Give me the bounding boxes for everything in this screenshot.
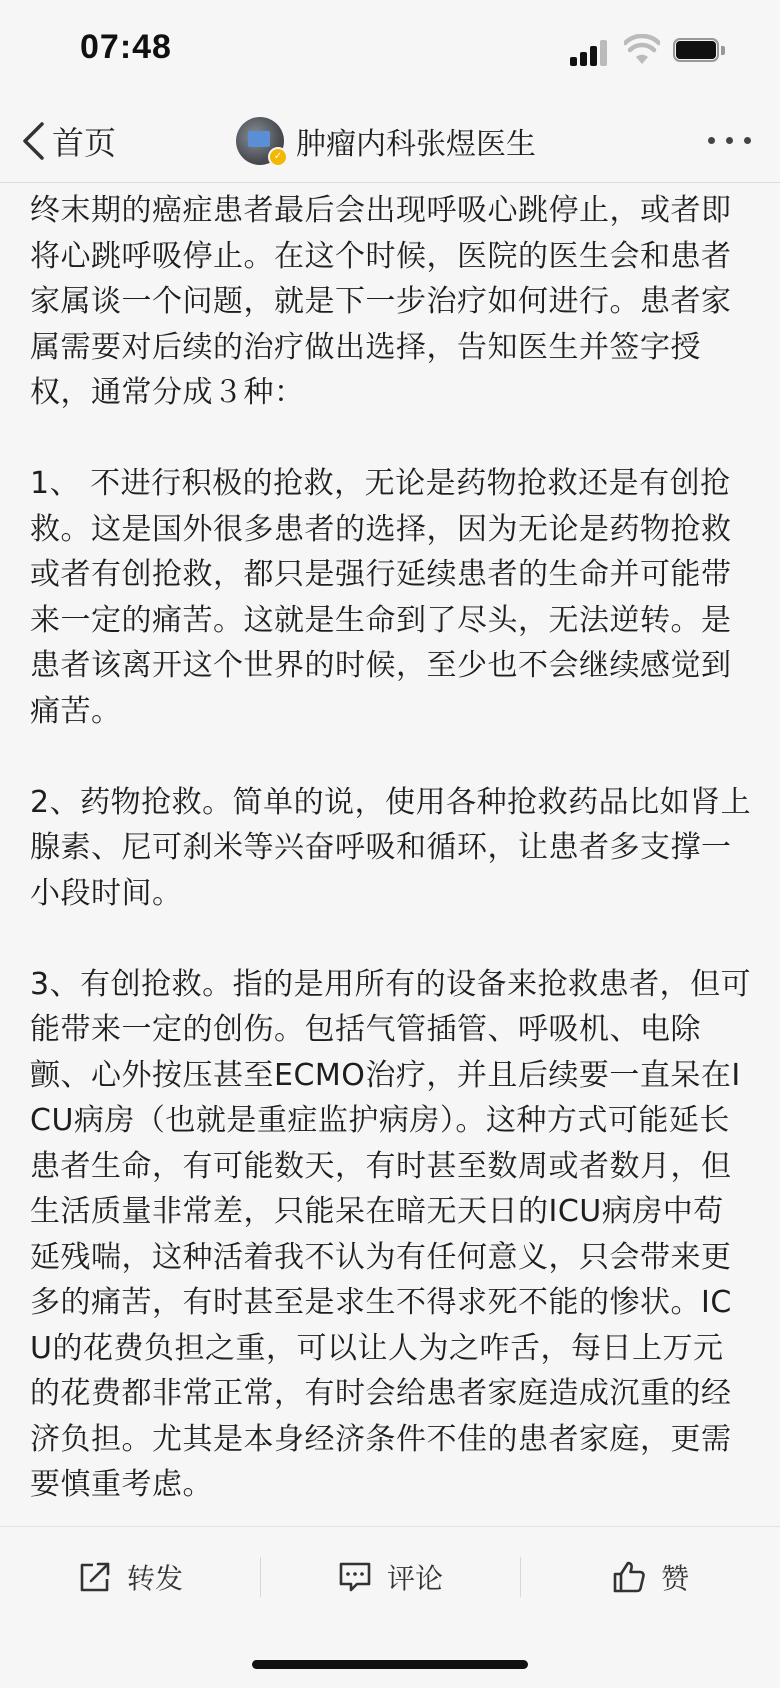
article-body — [30, 188, 752, 1518]
battery-icon — [673, 38, 727, 64]
comment-label: 评论 — [386, 1562, 443, 1595]
like-button[interactable] — [520, 1527, 780, 1627]
status-time: 07:48 — [80, 28, 172, 66]
back-button[interactable] — [20, 114, 116, 168]
article-paragraph-option-3: 3、有创抢救。指的是用所有的设备来抢救患者，但可能带来一定的创伤。包括气管插管、呼吸机、电除颤、心外按压甚至ECMO治疗，并且后续要一直呆在ICU病房（也就是重症监护病房）。这种方式可能延长患者生命，有可能数天，有时甚至数周或者数月，但生活质量非常差，只能呆在暗无天日的ICU病房中苟延残喘，这种活着我不认为有任何意义，只会带来更多的痛苦，有时甚至是求生不得求死不能的惨状。ICU的花费负担之重，可以让人为之咋舌，每日上万元的花费都非常正常，有时会给患者家庭造成沉重的经济负担。尤其是本身经济条件不佳的患者家庭，更需要慎重考虑。 — [30, 966, 752, 1502]
article-paragraph-option-2: 2、药物抢救。简单的说，使用各种抢救药品比如肾上腺素、尼可刹米等兴奋呼吸和循环，让患者多支撑一小段时间。 — [30, 784, 752, 911]
repost-button[interactable] — [0, 1527, 260, 1627]
avatar[interactable] — [236, 117, 284, 165]
more-dots-icon[interactable] — [706, 134, 754, 148]
thumbs-up-icon — [611, 1559, 647, 1595]
comment-icon — [337, 1559, 373, 1595]
action-bar — [0, 1526, 780, 1627]
profile-header[interactable] — [236, 112, 536, 170]
comment-button[interactable] — [260, 1527, 520, 1627]
like-label: 赞 — [660, 1562, 689, 1595]
share-icon — [77, 1559, 113, 1595]
back-label: 首页 — [52, 124, 117, 162]
signal-icon — [570, 38, 610, 66]
wifi-icon — [624, 34, 660, 66]
article-paragraph-intro: 终末期的癌症患者最后会出现呼吸心跳停止，或者即将心跳呼吸停止。在这个时候，医院的医生会和患者家属谈一个问题，就是下一步治疗如何进行。患者家属需要对后续的治疗做出选择，告知医生并签字授权，通常分成３种： — [30, 193, 732, 410]
home-indicator[interactable] — [252, 1660, 528, 1669]
nav-bar — [0, 100, 780, 183]
status-bar — [0, 0, 780, 100]
profile-name[interactable]: 肿瘤内科张煜医生 — [296, 127, 536, 162]
chevron-left-icon — [20, 121, 46, 161]
article-paragraph-option-1: 1、 不进行积极的抢救，无论是药物抢救还是有创抢救。这是国外很多患者的选择，因为无论是药物抢救或者有创抢救，都只是强行延续患者的生命并可能带来一定的痛苦。这就是生命到了尽头，无法逆转。是患者该离开这个世界的时候，至少也不会继续感觉到痛苦。 — [30, 466, 732, 729]
verified-badge-icon: ✓ — [268, 147, 288, 167]
repost-label: 转发 — [126, 1562, 183, 1595]
